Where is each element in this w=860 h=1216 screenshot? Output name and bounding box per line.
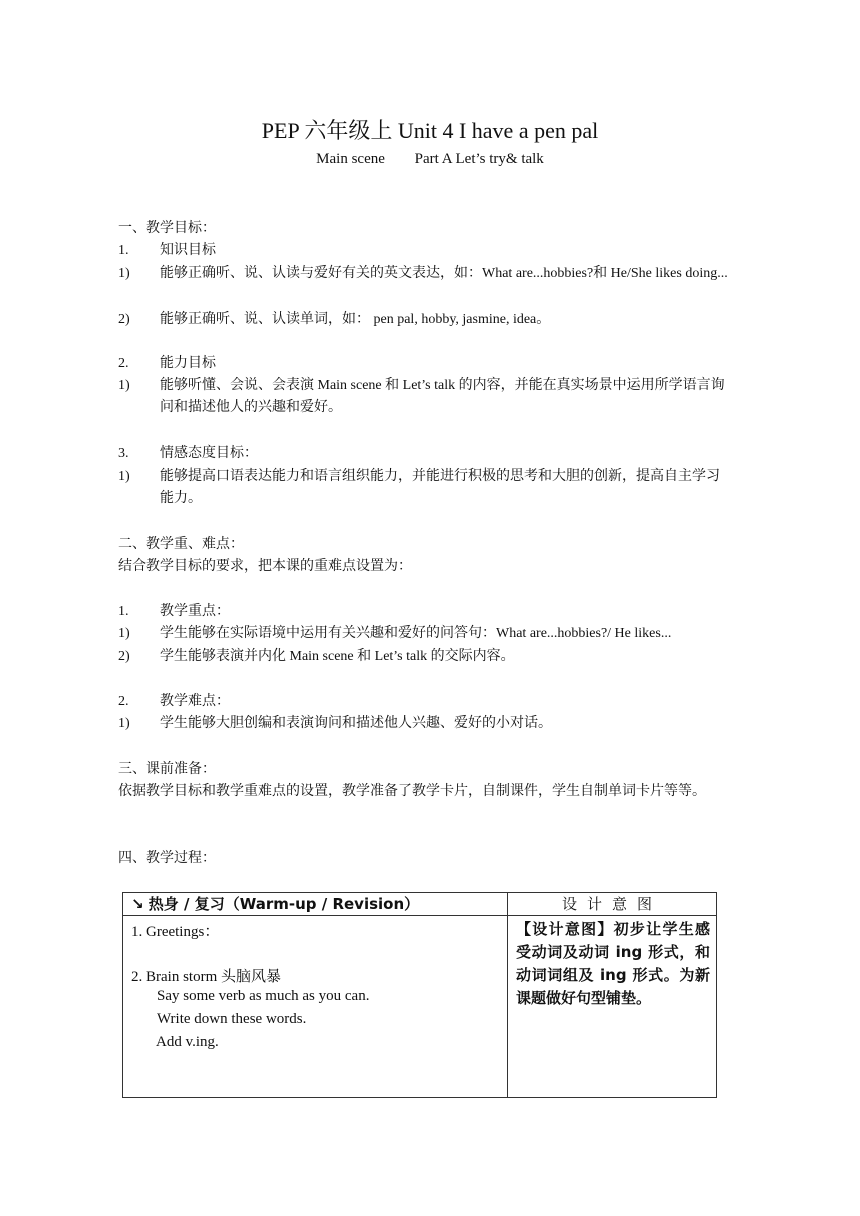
process-table: [122, 892, 717, 1098]
preparation-heading: 三、课前准备：: [118, 762, 216, 777]
difficulty-item-1-text: 学生能够大胆创编和表演询问和描述他人兴趣、爱好的小对话。: [160, 716, 552, 731]
knowledge-item-1-text: 能够正确听、说、认读与爱好有关的英文表达，如：What are...hobbies?和 He/She likes doing...: [160, 266, 728, 281]
warmup-header: ↘ 热身 / 复习（Warm-up / Revision）: [123, 893, 508, 916]
page-subtitle: [0, 151, 860, 168]
design-intent-cell: 【设计意图】初步让学生感受动词及动词 ing 形式，和动词词组及 ing 形式。为新课题做好句型铺垫。: [508, 916, 717, 1098]
focus-label: 教学重点：: [160, 604, 230, 619]
keypoints-intro: 结合教学目标的要求，把本课的重难点设置为：: [118, 559, 412, 574]
ability-item-1-text: 能够听懂、会说、会表演 Main scene 和 Let’s talk 的内容，并能在真实场景中运用所学语言询问和描述他人的兴趣和爱好。: [160, 378, 725, 415]
step-instruction-1: Say some verb as much as you can.: [157, 988, 370, 1004]
warmup-steps-cell: [123, 916, 508, 1098]
table-header-row: [123, 893, 717, 916]
step-instruction-3: Add v.ing.: [156, 1034, 219, 1050]
objectives-heading: 一、教学目标：: [118, 221, 216, 236]
table-row: [123, 916, 717, 1098]
knowledge-item-2-text: 能够正确听、说、认读单词，如： pen pal, hobby, jasmine, idea。: [160, 312, 551, 327]
process-heading: 四、教学过程：: [118, 851, 216, 866]
design-intent-header: 设计意图: [508, 893, 717, 916]
keypoints-heading: 二、教学重、难点：: [118, 537, 244, 552]
step-brain-storm: 2. Brain storm 头脑风暴: [131, 969, 281, 985]
step-instruction-2: Write down these words.: [157, 1011, 307, 1027]
subtitle-part-a: Part A Let’s try& talk: [414, 151, 544, 167]
preparation-text: 依据教学目标和教学重难点的设置，教学准备了教学卡片，自制课件，学生自制单词卡片等等。: [118, 784, 706, 799]
attitude-num: 3.: [118, 446, 129, 461]
attitude-item-1-num: 1): [118, 469, 130, 484]
ability-label: 能力目标: [160, 356, 216, 371]
difficulty-item-1-num: 1): [118, 716, 130, 731]
difficulty-num: 2.: [118, 694, 129, 709]
subtitle-main-scene: Main scene: [316, 151, 385, 167]
ability-item-1-num: 1): [118, 378, 130, 393]
focus-item-2-text: 学生能够表演并内化 Main scene 和 Let’s talk 的交际内容。: [160, 649, 515, 664]
focus-item-1-num: 1): [118, 626, 130, 641]
attitude-label: 情感态度目标：: [160, 446, 258, 461]
page-title: PEP 六年级上 Unit 4 I have a pen pal: [261, 118, 599, 143]
attitude-item-1-text: 能够提高口语表达能力和语言组织能力，并能进行积极的思考和大胆的创新，提高自主学习能力。: [160, 469, 720, 506]
knowledge-item-1-num: 1): [118, 266, 130, 281]
focus-num: 1.: [118, 604, 129, 619]
focus-item-2-num: 2): [118, 649, 130, 664]
focus-item-1-text: 学生能够在实际语境中运用有关兴趣和爱好的问答句：What are...hobbies?/ He likes...: [160, 626, 672, 641]
knowledge-item-2-num: 2): [118, 312, 130, 327]
knowledge-label: 知识目标: [160, 243, 216, 258]
difficulty-label: 教学难点：: [160, 694, 230, 709]
knowledge-num: 1.: [118, 243, 129, 258]
step-greetings: 1. Greetings：: [131, 924, 220, 940]
ability-num: 2.: [118, 356, 129, 371]
